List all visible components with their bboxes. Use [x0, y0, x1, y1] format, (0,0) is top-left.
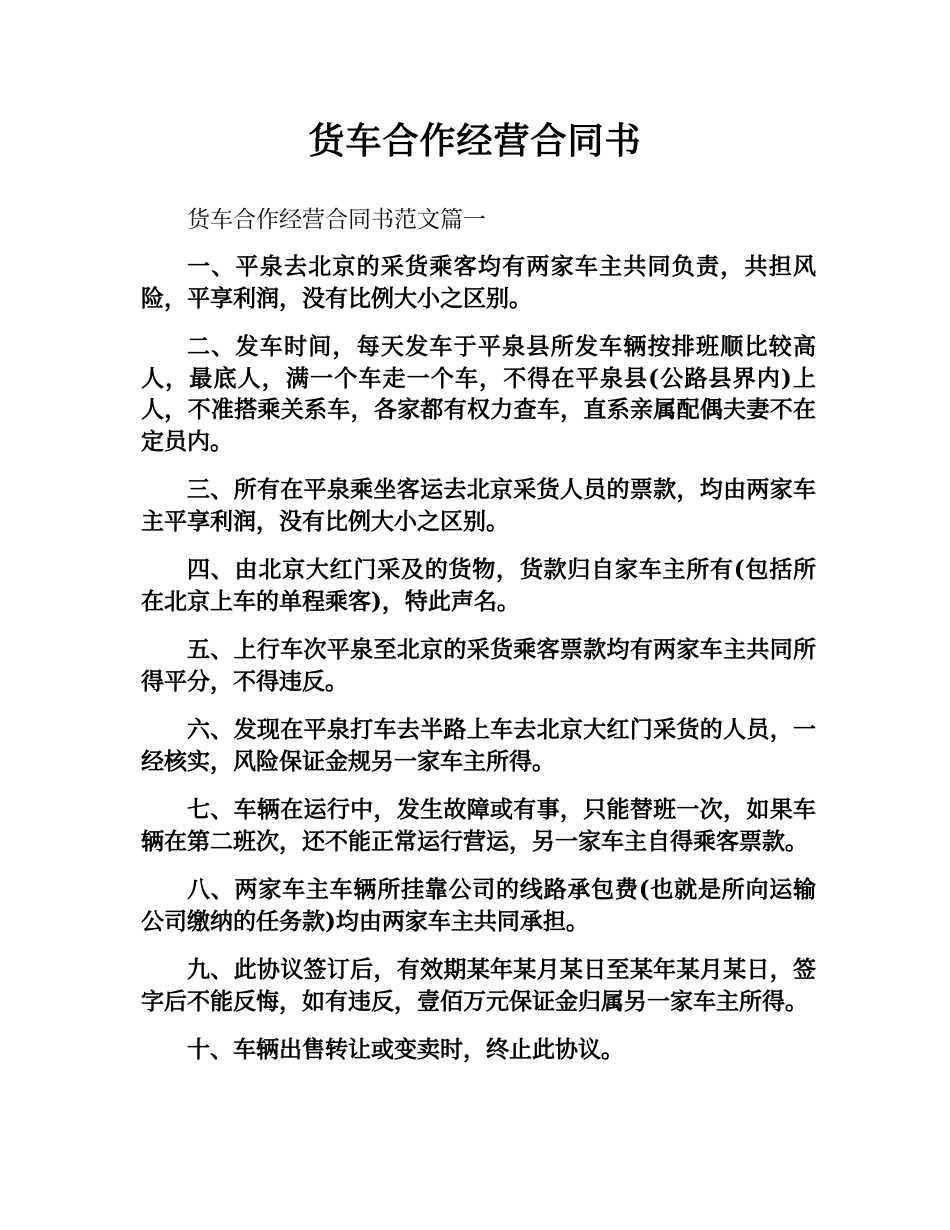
document-title: 货车合作经营合同书 [308, 121, 642, 162]
clause-5: 五、上行车次平泉至北京的采货乘客票款均有两家车主共同所得平分，不得违反。 [141, 636, 816, 695]
clause-1: 一、平泉去北京的采货乘客均有两家车主共同负责，共担风险，平享利润，没有比例大小之区别。 [141, 253, 816, 312]
clause-10: 十、车辆出售转让或变卖时，终止此协议。 [187, 1036, 624, 1063]
document-subtitle: 货车合作经营合同书范文篇一 [187, 207, 486, 233]
clause-6: 六、发现在平泉打车去半路上车去北京大红门采货的人员，一经核实，风险保证金规另一家车主所得。 [141, 716, 816, 775]
clause-2: 二、发车时间，每天发车于平泉县所发车辆按排班顺比较高人，最底人，满一个车走一个车，不得在平泉县(公路县界内)上人，不准搭乘关系车，各家都有权力查车，直系亲属配偶夫妻不在定员内。 [141, 333, 816, 455]
clause-8: 八、两家车主车辆所挂靠公司的线路承包费(也就是所向运输公司缴纳的任务款)均由两家车主共同承担。 [141, 876, 816, 935]
clause-3: 三、所有在平泉乘坐客运去北京采货人员的票款，均由两家车主平享利润，没有比例大小之区别。 [141, 476, 816, 535]
clause-9: 九、此协议签订后，有效期某年某月某日至某年某月某日，签字后不能反悔，如有违反，壹佰万元保证金归属另一家车主所得。 [141, 956, 816, 1015]
clause-4: 四、由北京大红门采及的货物，货款归自家车主所有(包括所在北京上车的单程乘客)，特此声名。 [141, 556, 816, 615]
clause-list [141, 251, 816, 1083]
clause-7: 七、车辆在运行中，发生故障或有事，只能替班一次，如果车辆在第二班次，还不能正常运行营运，另一家车主自得乘客票款。 [141, 796, 816, 855]
